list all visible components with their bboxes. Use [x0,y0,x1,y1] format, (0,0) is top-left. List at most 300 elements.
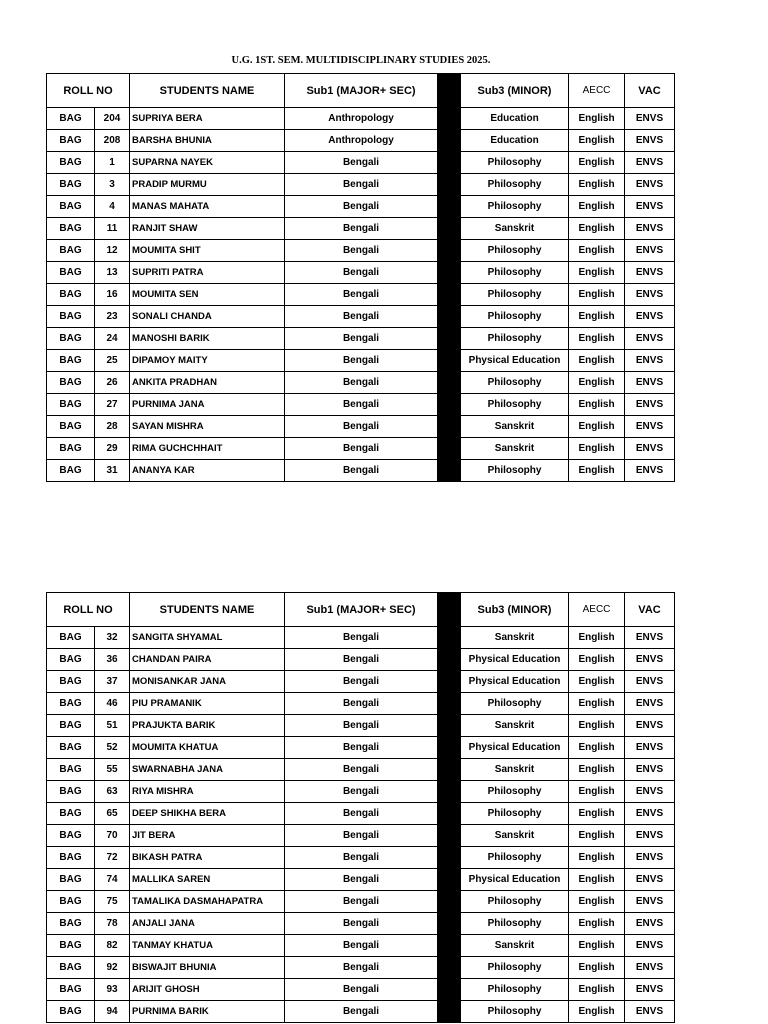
sub3-cell: Sanskrit [461,935,569,957]
table-body [47,108,675,482]
sub2-cell [438,240,461,262]
aecc-cell: English [569,174,625,196]
sub2-cell [438,394,461,416]
sub1-cell: Bengali [285,218,438,240]
table-row [47,438,675,460]
aecc-cell: English [569,979,625,1001]
sub3-cell: Philosophy [461,262,569,284]
sub1-cell: Bengali [285,372,438,394]
sub3-cell: Sanskrit [461,438,569,460]
student-name-cell: RIMA GUCHCHHAIT [130,438,285,460]
table-row [47,957,675,979]
sub3-cell: Education [461,108,569,130]
aecc-cell: English [569,693,625,715]
document-title: U.G. 1ST. SEM. MULTIDISCIPLINARY STUDIES 2025. [231,55,491,66]
sub2-cell [438,416,461,438]
sub3-cell: Philosophy [461,693,569,715]
sub3-cell: Philosophy [461,328,569,350]
sub2-cell [438,671,461,693]
table-row [47,284,675,306]
roll-number-cell: 13 [95,262,130,284]
sub3-cell: Philosophy [461,781,569,803]
table-row [47,715,675,737]
vac-cell: ENVS [625,957,675,979]
sub1-cell: Bengali [285,152,438,174]
sub1-cell: Bengali [285,781,438,803]
student-name-cell: SUPRITI PATRA [130,262,285,284]
student-name-cell: PIU PRAMANIK [130,693,285,715]
roll-number-cell: 52 [95,737,130,759]
roll-number-cell: 78 [95,913,130,935]
student-name-cell: MANOSHI BARIK [130,328,285,350]
table-row [47,108,675,130]
vac-cell: ENVS [625,671,675,693]
sub3-cell: Philosophy [461,372,569,394]
student-name-cell: PRAJUKTA BARIK [130,715,285,737]
sub2-cell [438,913,461,935]
table-row [47,825,675,847]
sub3-cell: Philosophy [461,891,569,913]
student-name-cell: DIPAMOY MAITY [130,350,285,372]
sub2-cell [438,130,461,152]
roll-number-cell: 37 [95,671,130,693]
roll-prefix-cell: BAG [47,350,95,372]
sub1-cell: Bengali [285,737,438,759]
sub1-cell: Bengali [285,649,438,671]
student-name-cell: CHANDAN PAIRA [130,649,285,671]
vac-cell: ENVS [625,891,675,913]
aecc-cell: English [569,196,625,218]
roll-prefix-cell: BAG [47,935,95,957]
roll-prefix-cell: BAG [47,781,95,803]
roll-number-cell: 75 [95,891,130,913]
sub2-cell [438,781,461,803]
roll-number-cell: 3 [95,174,130,196]
sub2-cell [438,737,461,759]
aecc-cell: English [569,240,625,262]
roll-prefix-cell: BAG [47,891,95,913]
sub1-cell: Bengali [285,759,438,781]
table-row [47,130,675,152]
table-row [47,759,675,781]
sub2-cell [438,460,461,482]
roll-prefix-cell: BAG [47,913,95,935]
aecc-cell: English [569,438,625,460]
vac-cell: ENVS [625,394,675,416]
roll-prefix-cell: BAG [47,416,95,438]
student-name-cell: PURNIMA JANA [130,394,285,416]
header-aecc: AECC [569,593,625,627]
roll-number-cell: 82 [95,935,130,957]
roll-prefix-cell: BAG [47,737,95,759]
student-name-cell: BISWAJIT BHUNIA [130,957,285,979]
roll-prefix-cell: BAG [47,803,95,825]
table-row [47,913,675,935]
sub2-cell [438,306,461,328]
student-name-cell: TANMAY KHATUA [130,935,285,957]
roll-number-cell: 11 [95,218,130,240]
table-row [47,240,675,262]
sub3-cell: Philosophy [461,174,569,196]
roll-number-cell: 72 [95,847,130,869]
vac-cell: ENVS [625,372,675,394]
header-sub2: 2 [438,74,461,108]
vac-cell: ENVS [625,847,675,869]
sub3-cell: Philosophy [461,979,569,1001]
header-sub2: 2 [438,593,461,627]
sub2-cell [438,759,461,781]
roll-prefix-cell: BAG [47,649,95,671]
roll-number-cell: 4 [95,196,130,218]
aecc-cell: English [569,394,625,416]
table-header-row [47,593,675,627]
table-body [47,627,675,1023]
roll-number-cell: 29 [95,438,130,460]
sub2-cell [438,108,461,130]
sub3-cell: Philosophy [461,957,569,979]
sub1-cell: Bengali [285,913,438,935]
vac-cell: ENVS [625,438,675,460]
roll-number-cell: 26 [95,372,130,394]
sub2-cell [438,152,461,174]
roll-number-cell: 208 [95,130,130,152]
student-table-2 [46,592,675,1023]
aecc-cell: English [569,328,625,350]
sub1-cell: Bengali [285,174,438,196]
sub2-cell [438,174,461,196]
roll-prefix-cell: BAG [47,152,95,174]
sub2-cell [438,372,461,394]
roll-number-cell: 55 [95,759,130,781]
roll-prefix-cell: BAG [47,825,95,847]
table-row [47,416,675,438]
header-roll-no: ROLL NO [47,74,130,108]
sub2-cell [438,196,461,218]
student-name-cell: MONISANKAR JANA [130,671,285,693]
aecc-cell: English [569,306,625,328]
sub2-cell [438,438,461,460]
header-roll-no: ROLL NO [47,593,130,627]
sub3-cell: Physical Education [461,869,569,891]
vac-cell: ENVS [625,240,675,262]
sub3-cell: Philosophy [461,847,569,869]
roll-number-cell: 16 [95,284,130,306]
header-students-name: STUDENTS NAME [130,593,285,627]
roll-prefix-cell: BAG [47,759,95,781]
table-row [47,1001,675,1023]
student-name-cell: MALLIKA SAREN [130,869,285,891]
student-name-cell: RANJIT SHAW [130,218,285,240]
vac-cell: ENVS [625,416,675,438]
vac-cell: ENVS [625,328,675,350]
roll-prefix-cell: BAG [47,284,95,306]
aecc-cell: English [569,460,625,482]
table-header-row [47,74,675,108]
roll-number-cell: 27 [95,394,130,416]
student-name-cell: TAMALIKA DASMAHAPATRA [130,891,285,913]
vac-cell: ENVS [625,152,675,174]
vac-cell: ENVS [625,649,675,671]
aecc-cell: English [569,803,625,825]
roll-prefix-cell: BAG [47,869,95,891]
student-name-cell: MOUMITA SEN [130,284,285,306]
student-name-cell: SUPARNA NAYEK [130,152,285,174]
vac-cell: ENVS [625,781,675,803]
aecc-cell: English [569,671,625,693]
aecc-cell: English [569,847,625,869]
table-row [47,781,675,803]
sub1-cell: Bengali [285,416,438,438]
roll-prefix-cell: BAG [47,240,95,262]
sub2-cell [438,891,461,913]
roll-number-cell: 65 [95,803,130,825]
sub3-cell: Philosophy [461,394,569,416]
table-row [47,262,675,284]
sub3-cell: Philosophy [461,196,569,218]
roll-prefix-cell: BAG [47,328,95,350]
sub3-cell: Philosophy [461,1001,569,1023]
roll-number-cell: 1 [95,152,130,174]
sub3-cell: Philosophy [461,152,569,174]
table-row [47,693,675,715]
sub2-cell [438,869,461,891]
sub3-cell: Philosophy [461,240,569,262]
student-table-1 [46,73,675,482]
sub2-cell [438,627,461,649]
sub3-cell: Philosophy [461,913,569,935]
sub3-cell: Physical Education [461,737,569,759]
sub2-cell [438,957,461,979]
vac-cell: ENVS [625,935,675,957]
student-name-cell: RIYA MISHRA [130,781,285,803]
aecc-cell: English [569,262,625,284]
student-name-cell: BIKASH PATRA [130,847,285,869]
sub3-cell: Sanskrit [461,627,569,649]
table-row [47,372,675,394]
student-name-cell: PRADIP MURMU [130,174,285,196]
sub1-cell: Bengali [285,460,438,482]
aecc-cell: English [569,759,625,781]
sub2-cell [438,803,461,825]
table-row [47,869,675,891]
sub1-cell: Bengali [285,240,438,262]
aecc-cell: English [569,218,625,240]
roll-number-cell: 51 [95,715,130,737]
sub3-cell: Sanskrit [461,715,569,737]
sub2-cell [438,825,461,847]
table-row [47,935,675,957]
header-sub1: Sub1 (MAJOR+ SEC) [285,74,438,108]
aecc-cell: English [569,350,625,372]
aecc-cell: English [569,1001,625,1023]
roll-number-cell: 92 [95,957,130,979]
aecc-cell: English [569,869,625,891]
sub2-cell [438,935,461,957]
sub3-cell: Philosophy [461,284,569,306]
student-name-cell: ANJALI JANA [130,913,285,935]
roll-number-cell: 36 [95,649,130,671]
aecc-cell: English [569,737,625,759]
sub2-cell [438,284,461,306]
table-row [47,394,675,416]
sub2-cell [438,262,461,284]
vac-cell: ENVS [625,737,675,759]
sub1-cell: Bengali [285,196,438,218]
roll-number-cell: 23 [95,306,130,328]
table-row [47,328,675,350]
table-row [47,671,675,693]
table-row [47,737,675,759]
sub1-cell: Bengali [285,825,438,847]
sub3-cell: Philosophy [461,803,569,825]
roll-number-cell: 24 [95,328,130,350]
sub3-cell: Sanskrit [461,218,569,240]
roll-prefix-cell: BAG [47,174,95,196]
sub1-cell: Bengali [285,350,438,372]
sub3-cell: Sanskrit [461,759,569,781]
sub3-cell: Physical Education [461,350,569,372]
sub3-cell: Philosophy [461,306,569,328]
student-name-cell: MANAS MAHATA [130,196,285,218]
roll-prefix-cell: BAG [47,957,95,979]
roll-prefix-cell: BAG [47,979,95,1001]
roll-prefix-cell: BAG [47,715,95,737]
aecc-cell: English [569,957,625,979]
roll-number-cell: 204 [95,108,130,130]
sub1-cell: Bengali [285,935,438,957]
sub3-cell: Sanskrit [461,416,569,438]
roll-number-cell: 46 [95,693,130,715]
student-name-cell: SAYAN MISHRA [130,416,285,438]
student-name-cell: ARIJIT GHOSH [130,979,285,1001]
aecc-cell: English [569,891,625,913]
sub1-cell: Bengali [285,627,438,649]
table-row [47,152,675,174]
aecc-cell: English [569,627,625,649]
aecc-cell: English [569,715,625,737]
vac-cell: ENVS [625,627,675,649]
table-row [47,649,675,671]
sub1-cell: Anthropology [285,108,438,130]
roll-prefix-cell: BAG [47,693,95,715]
table-row [47,803,675,825]
vac-cell: ENVS [625,306,675,328]
sub2-cell [438,847,461,869]
table-row [47,306,675,328]
sub2-cell [438,350,461,372]
sub1-cell: Bengali [285,957,438,979]
roll-number-cell: 25 [95,350,130,372]
table-row [47,627,675,649]
vac-cell: ENVS [625,350,675,372]
sub1-cell: Bengali [285,438,438,460]
roll-prefix-cell: BAG [47,372,95,394]
sub2-cell [438,715,461,737]
aecc-cell: English [569,416,625,438]
roll-number-cell: 63 [95,781,130,803]
sub1-cell: Bengali [285,671,438,693]
vac-cell: ENVS [625,218,675,240]
student-name-cell: BARSHA BHUNIA [130,130,285,152]
vac-cell: ENVS [625,130,675,152]
header-students-name: STUDENTS NAME [130,74,285,108]
student-name-cell: PURNIMA BARIK [130,1001,285,1023]
sub3-cell: Sanskrit [461,825,569,847]
header-aecc: AECC [569,74,625,108]
sub1-cell: Bengali [285,328,438,350]
aecc-cell: English [569,152,625,174]
sub1-cell: Bengali [285,869,438,891]
roll-number-cell: 31 [95,460,130,482]
student-name-cell: SANGITA SHYAMAL [130,627,285,649]
vac-cell: ENVS [625,913,675,935]
sub1-cell: Anthropology [285,130,438,152]
vac-cell: ENVS [625,715,675,737]
table-row [47,460,675,482]
roll-number-cell: 74 [95,869,130,891]
student-name-cell: MOUMITA SHIT [130,240,285,262]
vac-cell: ENVS [625,108,675,130]
roll-prefix-cell: BAG [47,671,95,693]
roll-prefix-cell: BAG [47,262,95,284]
roll-prefix-cell: BAG [47,460,95,482]
aecc-cell: English [569,372,625,394]
vac-cell: ENVS [625,1001,675,1023]
aecc-cell: English [569,108,625,130]
student-name-cell: MOUMITA KHATUA [130,737,285,759]
header-sub1: Sub1 (MAJOR+ SEC) [285,593,438,627]
sub1-cell: Bengali [285,693,438,715]
roll-number-cell: 32 [95,627,130,649]
sub2-cell [438,328,461,350]
sub1-cell: Bengali [285,715,438,737]
table-row [47,196,675,218]
roll-number-cell: 94 [95,1001,130,1023]
student-name-cell: JIT BERA [130,825,285,847]
table-row [47,174,675,196]
vac-cell: ENVS [625,693,675,715]
roll-prefix-cell: BAG [47,306,95,328]
sub3-cell: Philosophy [461,460,569,482]
aecc-cell: English [569,781,625,803]
roll-number-cell: 12 [95,240,130,262]
roll-number-cell: 70 [95,825,130,847]
sub2-cell [438,1001,461,1023]
roll-prefix-cell: BAG [47,847,95,869]
roll-prefix-cell: BAG [47,108,95,130]
sub1-cell: Bengali [285,1001,438,1023]
vac-cell: ENVS [625,284,675,306]
sub3-cell: Physical Education [461,671,569,693]
roll-prefix-cell: BAG [47,1001,95,1023]
vac-cell: ENVS [625,869,675,891]
table-row [47,979,675,1001]
header-vac: VAC [625,593,675,627]
vac-cell: ENVS [625,460,675,482]
sub1-cell: Bengali [285,891,438,913]
roll-number-cell: 28 [95,416,130,438]
sub2-cell [438,693,461,715]
vac-cell: ENVS [625,262,675,284]
student-name-cell: DEEP SHIKHA BERA [130,803,285,825]
student-name-cell: ANANYA KAR [130,460,285,482]
header-sub3: Sub3 (MINOR) [461,74,569,108]
sub1-cell: Bengali [285,803,438,825]
table-row [47,891,675,913]
student-name-cell: SONALI CHANDA [130,306,285,328]
sub3-cell: Physical Education [461,649,569,671]
vac-cell: ENVS [625,174,675,196]
